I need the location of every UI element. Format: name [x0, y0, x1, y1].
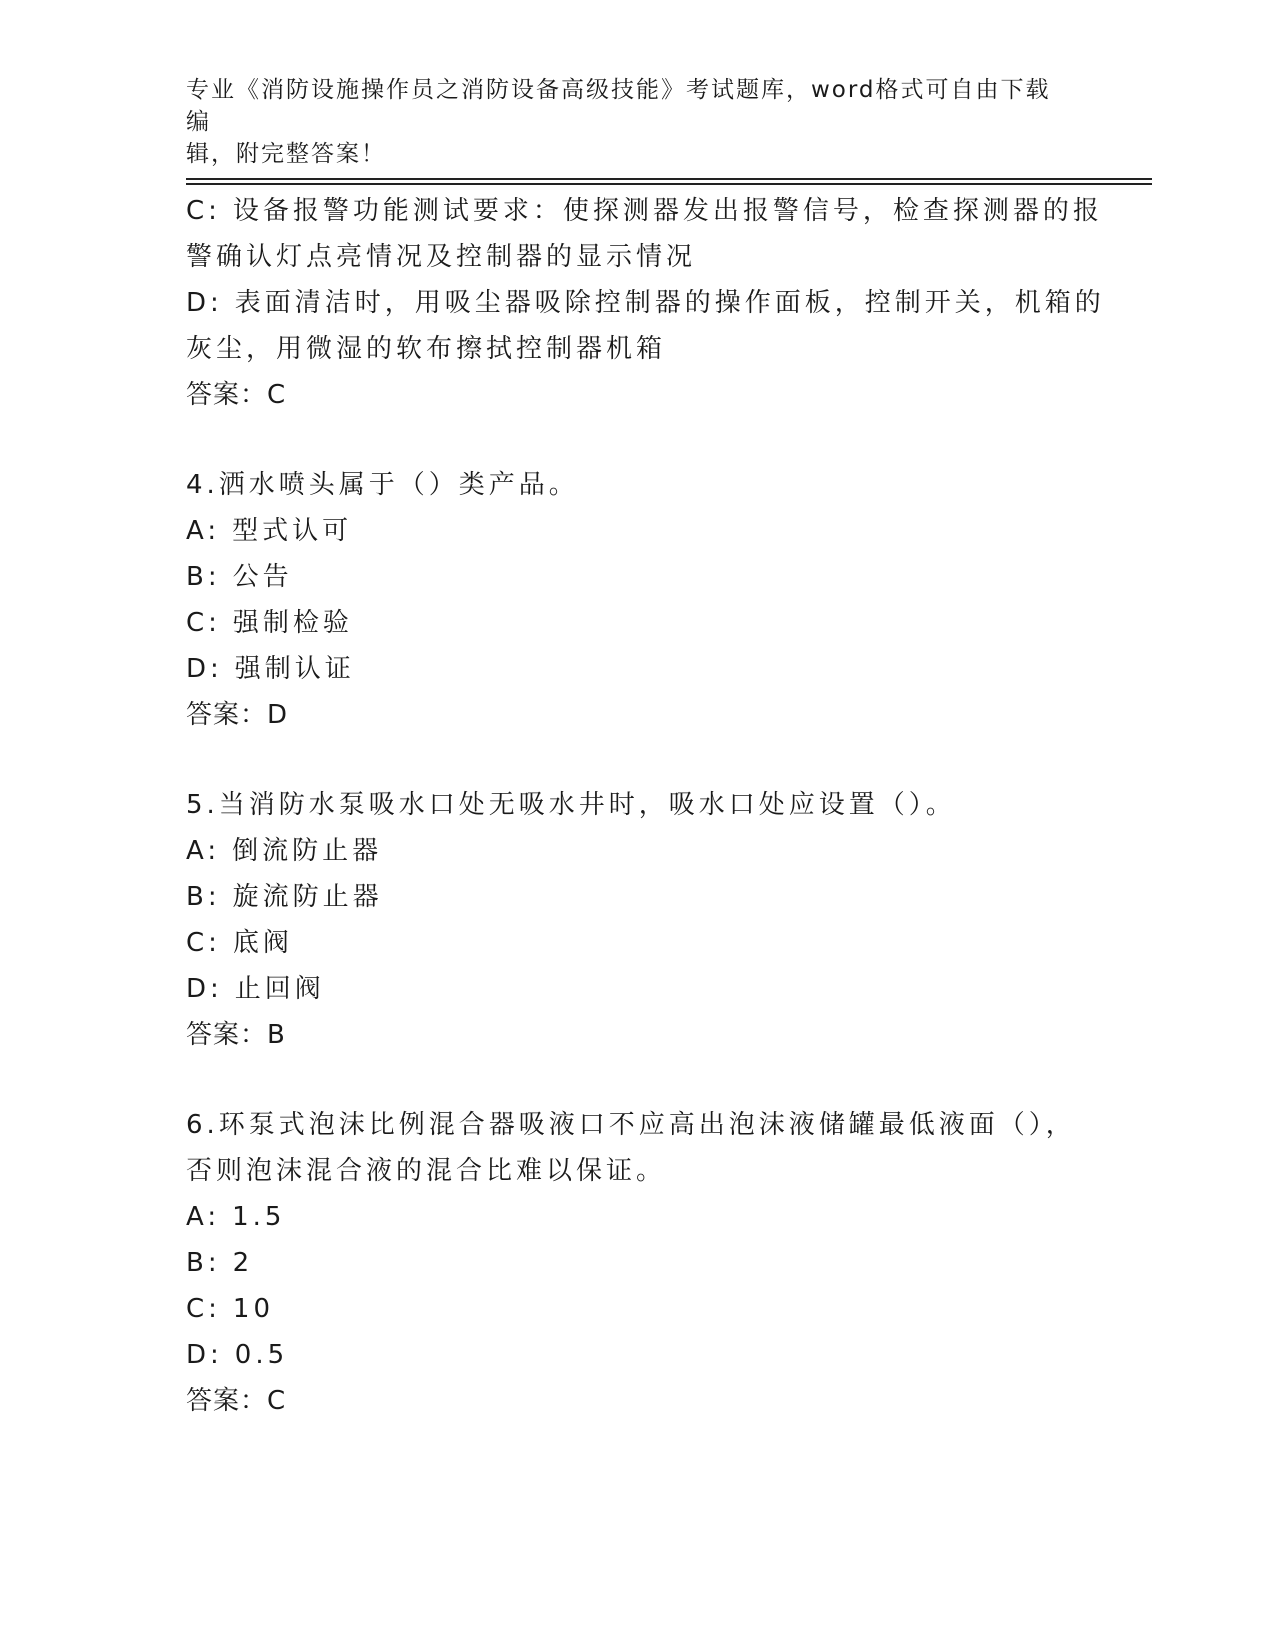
- question-title: 5.当消防水泵吸水口处无吸水井时，吸水口处应设置（）。: [186, 790, 956, 820]
- answer: 答案：C: [186, 1386, 287, 1416]
- option-label: A:: [186, 836, 221, 866]
- option-d: [186, 1332, 1086, 1378]
- answer: 答案：B: [186, 1020, 286, 1050]
- option-c-continued: 警确认灯点亮情况及控制器的显示情况: [186, 242, 697, 272]
- option-label: D:: [186, 974, 223, 1004]
- question-title-continued: 否则泡沫混合液的混合比难以保证。: [186, 1156, 667, 1186]
- option-c: [186, 920, 1086, 966]
- option-label: D:: [186, 288, 223, 318]
- option-a: [186, 828, 1086, 874]
- question-title: 6.环泵式泡沫比例混合器吸液口不应高出泡沫液储罐最低液面（），: [186, 1110, 1076, 1140]
- option-text: 表面清洁时，用吸尘器吸除控制器的操作面板，控制开关，机箱的: [234, 288, 1105, 318]
- option-text: 止回阀: [234, 974, 325, 1004]
- answer: 答案：D: [186, 700, 289, 730]
- question-content: [186, 188, 1105, 1424]
- option-label: B:: [186, 1248, 221, 1278]
- option-c: [186, 1286, 1086, 1332]
- option-label: C:: [186, 608, 221, 638]
- option-label: C:: [186, 928, 221, 958]
- option-label: D:: [186, 654, 223, 684]
- option-text: 型式认可: [232, 516, 353, 546]
- option-text: 10: [232, 1294, 275, 1324]
- question-title: 4.洒水喷头属于（）类产品。: [186, 470, 579, 500]
- answer: 答案：C: [186, 380, 287, 410]
- option-text: 设备报警功能测试要求：使探测器发出报警信号，检查探测器的报: [232, 196, 1103, 226]
- option-b: [186, 1240, 1086, 1286]
- option-text: 底阀: [232, 928, 293, 958]
- option-text: 1.5: [232, 1202, 286, 1232]
- option-text: 2: [232, 1248, 254, 1278]
- option-d: [186, 280, 1105, 326]
- option-label: B:: [186, 882, 221, 912]
- document-header: [186, 74, 1066, 170]
- question-3-tail: [186, 188, 1105, 418]
- option-label: C:: [186, 196, 221, 226]
- header-line-1: 专业《消防设施操作员之消防设备高级技能》考试题库，word格式可自由下载编: [186, 77, 1051, 135]
- option-label: B:: [186, 562, 221, 592]
- header-line-2: 辑，附完整答案！: [186, 141, 386, 167]
- option-label: A:: [186, 1202, 221, 1232]
- option-text: 0.5: [234, 1340, 289, 1370]
- option-d: [186, 966, 1086, 1012]
- question-6: [186, 1102, 1086, 1424]
- option-text: 旋流防止器: [232, 882, 383, 912]
- option-label: C:: [186, 1294, 221, 1324]
- option-c: [186, 188, 1103, 234]
- option-a: [186, 1194, 1086, 1240]
- option-c: [186, 600, 1086, 646]
- option-d: [186, 646, 1086, 692]
- option-d-continued: 灰尘，用微湿的软布擦拭控制器机箱: [186, 334, 667, 364]
- option-b: [186, 554, 1086, 600]
- option-label: A:: [186, 516, 221, 546]
- option-text: 强制认证: [234, 654, 355, 684]
- option-b: [186, 874, 1086, 920]
- option-text: 倒流防止器: [232, 836, 383, 866]
- header-divider-bottom: [186, 183, 1152, 185]
- question-5: [186, 782, 1086, 1058]
- option-label: D:: [186, 1340, 223, 1370]
- option-text: 公告: [232, 562, 293, 592]
- option-text: 强制检验: [232, 608, 353, 638]
- option-a: [186, 508, 1086, 554]
- header-divider-top: [186, 178, 1152, 180]
- question-4: [186, 462, 1086, 738]
